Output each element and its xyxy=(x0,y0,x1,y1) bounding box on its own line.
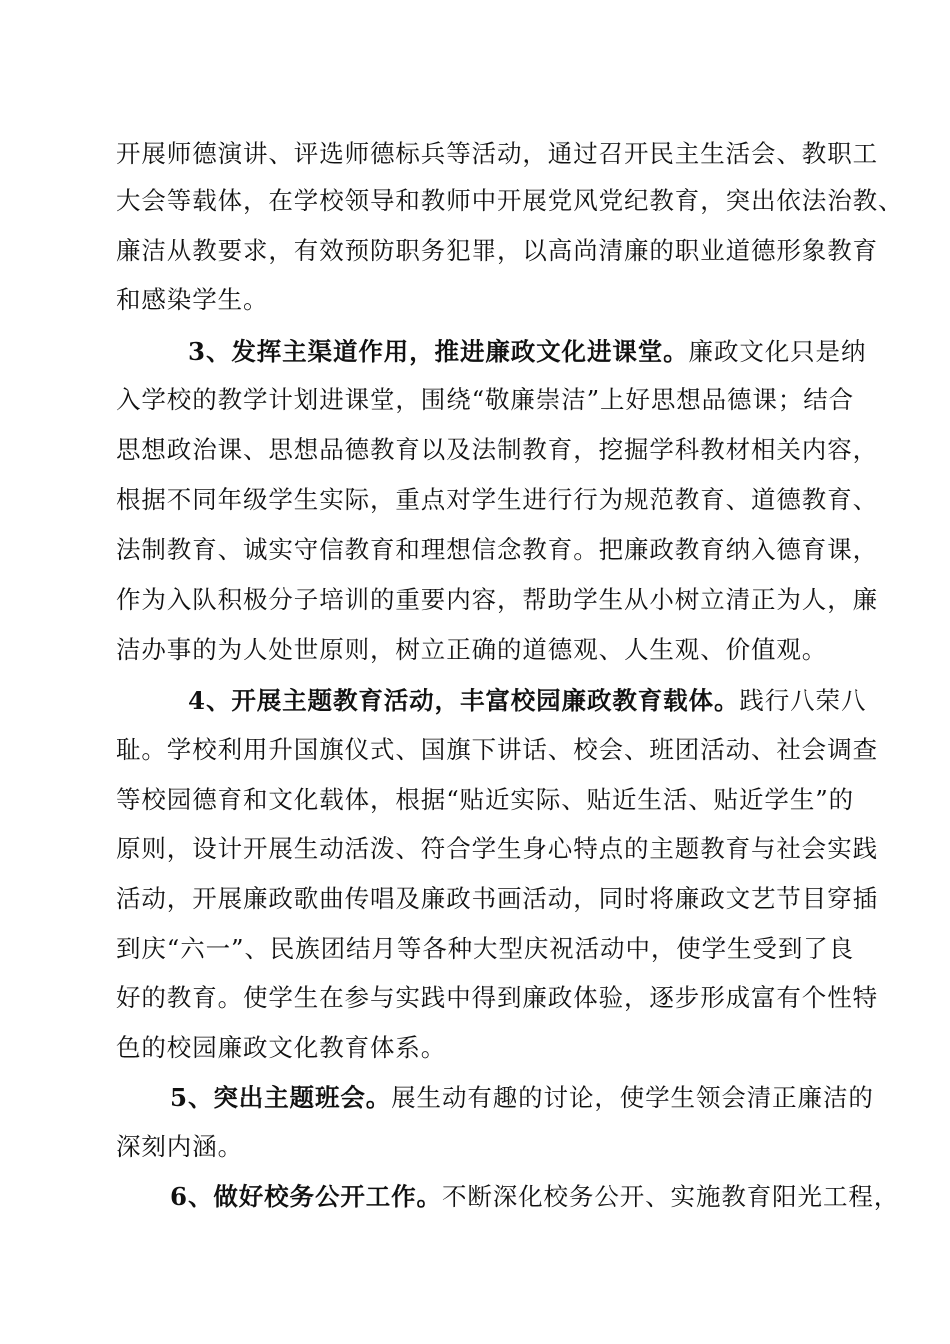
paragraph-line: 大会等载体，在学校领导和教师中开展党风党纪教育，突出依法治教、 xyxy=(116,186,904,215)
paragraph-line: 深刻内涵。 xyxy=(116,1132,243,1161)
section-6-text: 不断深化校务公开、实施教育阳光工程， xyxy=(441,1182,900,1211)
section-3-first-line xyxy=(188,332,866,372)
section-6-first-line xyxy=(170,1177,899,1217)
paragraph-line: 开展师德演讲、评选师德标兵等活动，通过召开民主生活会、教职工 xyxy=(116,139,878,168)
paragraph-line: 等校园德育和文化载体，根据“贴近实际、贴近生活、贴近学生”的 xyxy=(116,785,855,814)
paragraph-line: 到庆“六一”、民族团结月等各种大型庆祝活动中，使学生受到了良 xyxy=(116,934,855,963)
section-5-first-line xyxy=(170,1078,874,1118)
paragraph-line: 思想政治课、思想品德教育以及法制教育，挖掘学科教材相关内容， xyxy=(116,435,878,464)
section-6-heading: 6、做好校务公开工作。 xyxy=(170,1182,442,1211)
paragraph-line: 原则，设计开展生动活泼、符合学生身心特点的主题教育与社会实践 xyxy=(116,834,878,863)
section-3-heading: 3、发挥主渠道作用，推进廉政文化进课堂。 xyxy=(188,337,689,366)
section-5-heading: 5、突出主题班会。 xyxy=(170,1083,392,1112)
section-4-text: 践行八荣八 xyxy=(739,686,867,715)
paragraph-line: 色的校园廉政文化教育体系。 xyxy=(116,1033,447,1062)
paragraph-line: 入学校的教学计划进课堂，围绕“敬廉崇洁”上好思想品德课；结合 xyxy=(116,385,855,414)
paragraph-line: 活动，开展廉政歌曲传唱及廉政书画活动，同时将廉政文艺节目穿插 xyxy=(116,884,878,913)
section-4-first-line xyxy=(188,681,866,721)
paragraph-line: 法制教育、诚实守信教育和理想信念教育。把廉政教育纳入德育课， xyxy=(116,535,878,564)
paragraph-line: 廉洁从教要求，有效预防职务犯罪，以高尚清廉的职业道德形象教育 xyxy=(116,236,878,265)
section-4-heading: 4、开展主题教育活动，丰富校园廉政教育载体。 xyxy=(188,686,740,715)
section-3-text: 廉政文化只是纳 xyxy=(688,337,867,366)
paragraph-line: 和感染学生。 xyxy=(116,285,269,314)
section-5-text: 展生动有趣的讨论，使学生领会清正廉洁的 xyxy=(391,1083,874,1112)
paragraph-line: 好的教育。使学生在参与实践中得到廉政体验，逐步形成富有个性特 xyxy=(116,983,878,1012)
paragraph-line: 根据不同年级学生实际，重点对学生进行行为规范教育、道德教育、 xyxy=(116,485,878,514)
paragraph-line: 耻。学校利用升国旗仪式、国旗下讲话、校会、班团活动、社会调查 xyxy=(116,735,878,764)
paragraph-line: 洁办事的为人处世原则，树立正确的道德观、人生观、价值观。 xyxy=(116,635,828,664)
paragraph-line: 作为入队积极分子培训的重要内容，帮助学生从小树立清正为人，廉 xyxy=(116,585,878,614)
